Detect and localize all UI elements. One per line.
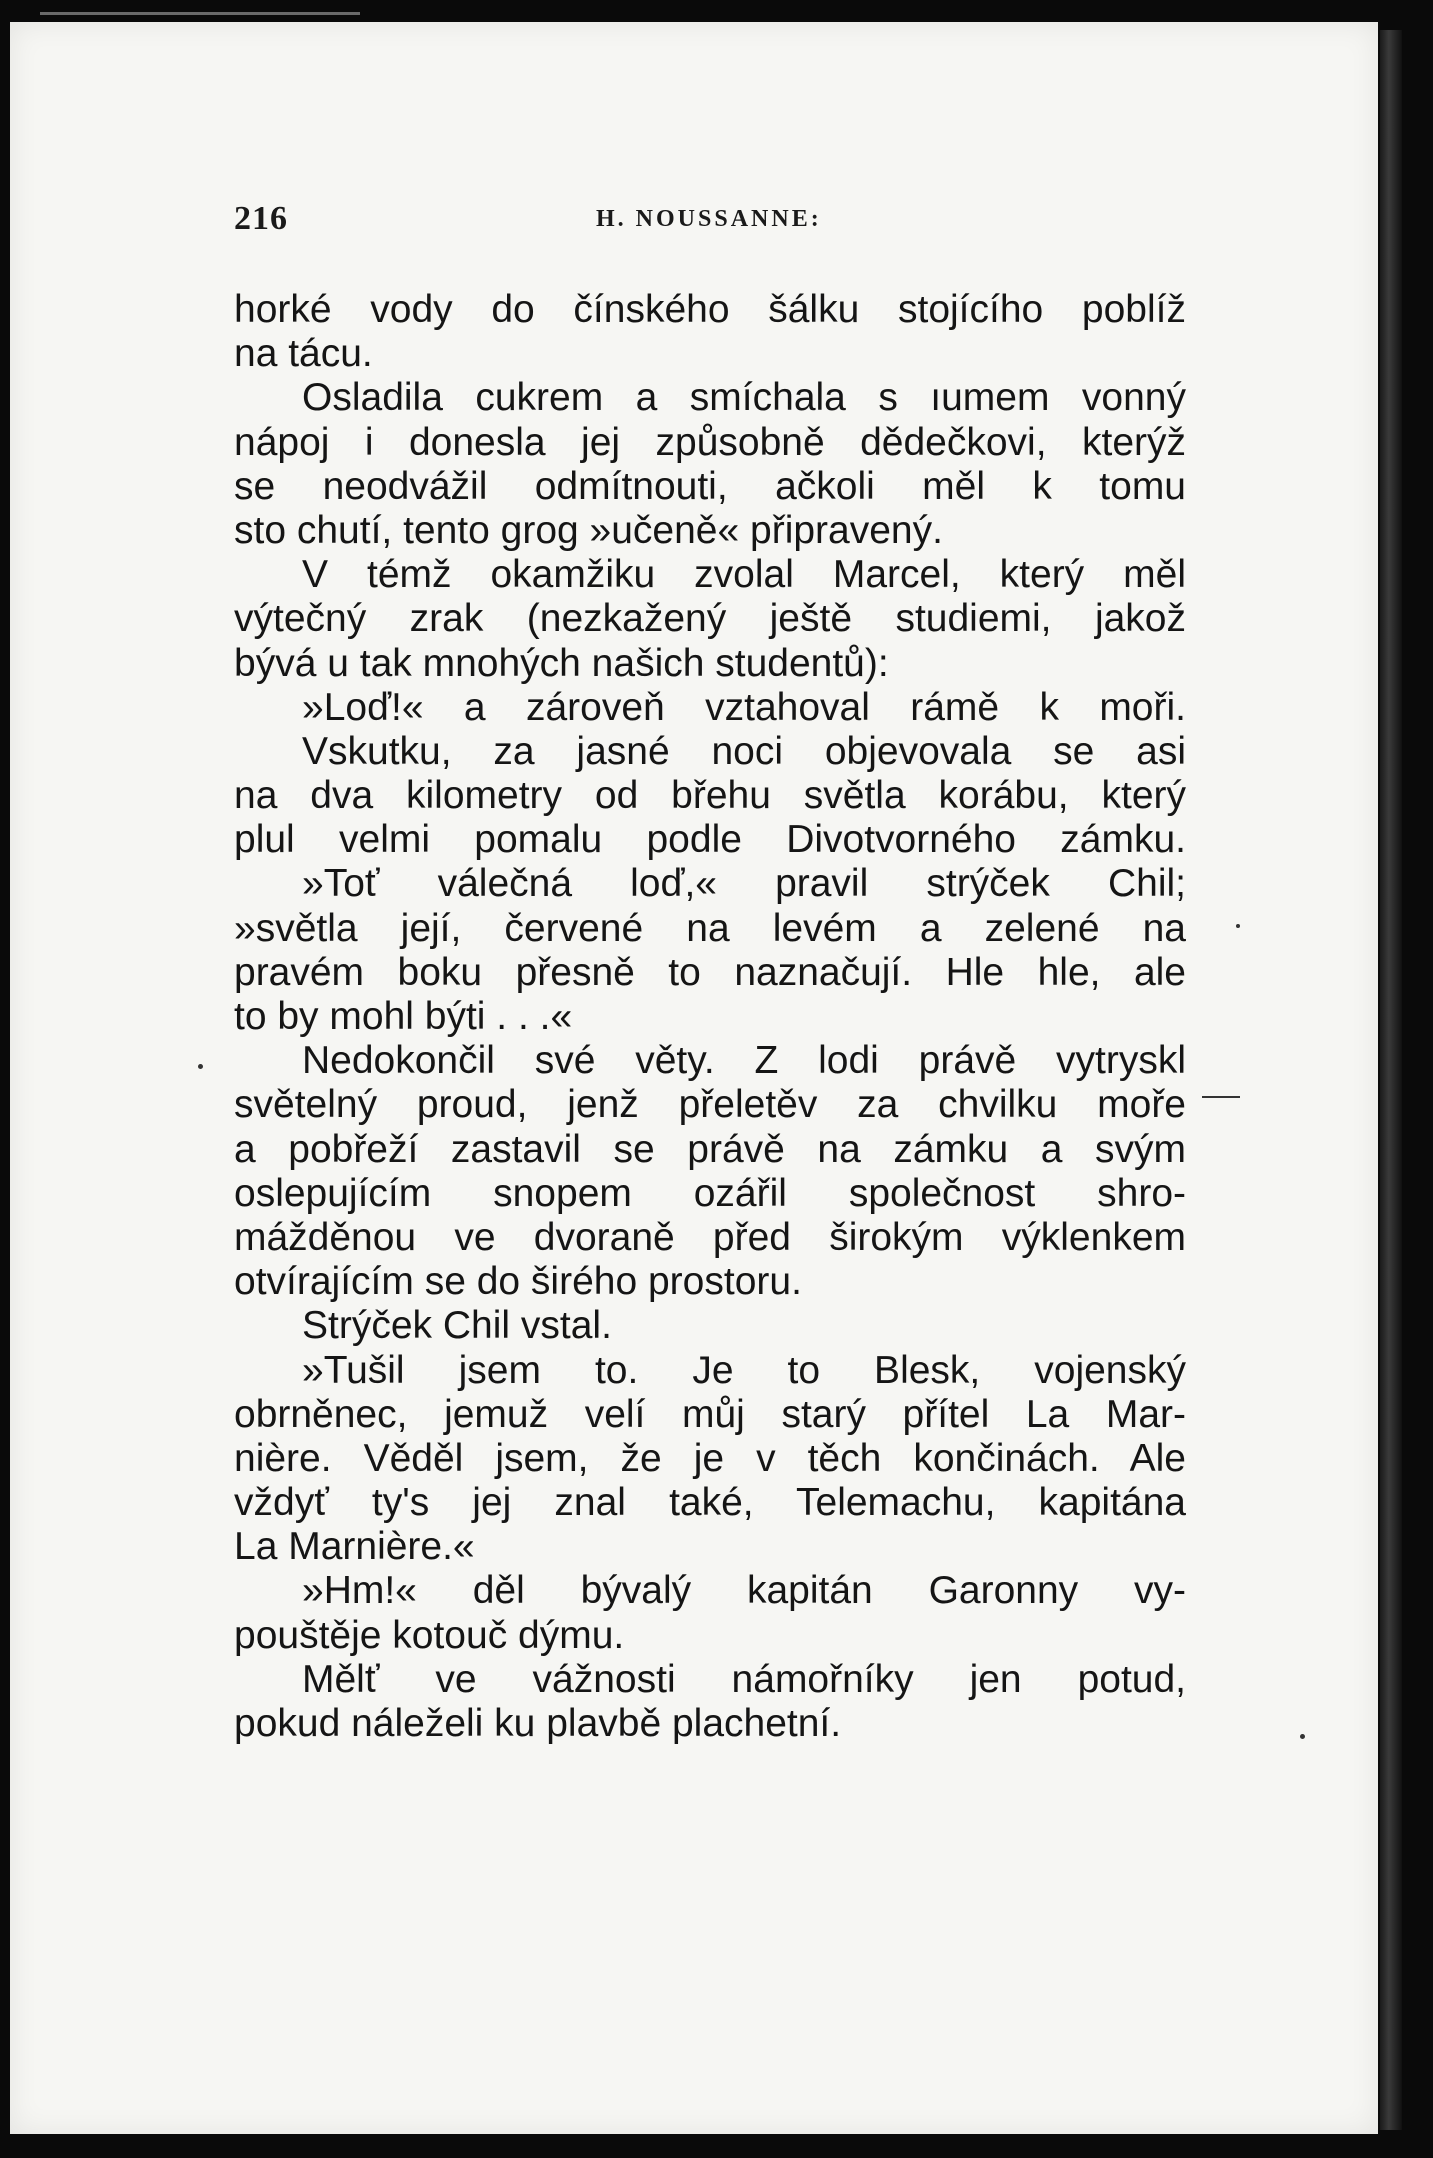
text-line: sto chutí, tento grog »učeně« připravený. [234,508,943,552]
header-author: H. NOUSSANNE: [596,206,822,232]
text-line: vždyť ty's jej znal také, Telemachu, kapitána [234,1481,1186,1525]
page-number: 216 [234,200,288,237]
text-line: nápoj i donesla jej způsobně dědečkovi, kterýž [234,420,1186,464]
text-line: »Tušil jsem to. Je to Blesk, vojenský [302,1348,1186,1392]
text-line: Nedokončil své věty. Z lodi právě vytryskl [302,1039,1186,1083]
text-line: mážděnou ve dvoraně před širokým výklenkem [234,1215,1186,1259]
text-line: a pobřeží zastavil se právě na zámku a svým [234,1127,1186,1171]
text-line: výtečný zrak (nezkažený ještě studiemi, jakož [234,597,1186,641]
text-line: pravém boku přesně to naznačují. Hle hle, ale [234,950,1186,994]
scan-speck [1300,1734,1305,1739]
scan-speck [1236,924,1240,928]
scan-speck [198,1064,203,1069]
text-line: na tácu. [234,332,373,376]
text-line: pouštěje kotouč dýmu. [234,1613,625,1657]
text-line: Osladila cukrem a smíchala s ıumem vonný [302,376,1186,420]
running-head [234,200,1194,250]
book-page-edge [1380,30,1402,2130]
text-line: to by mohl býti . . .« [234,995,573,1038]
text-line: »světla její, červené na levém a zelené na [234,906,1186,950]
text-line: »Toť válečná loď,« pravil strýček Chil; [302,862,1186,906]
text-line: nière. Věděl jsem, že je v těch končinách. Ale [234,1436,1186,1480]
text-line: se neodvážil odmítnouti, ačkoli měl k tomu [234,464,1186,508]
text-line: světelný proud, jenž přeletěv za chvilku moře [234,1083,1186,1127]
text-line: na dva kilometry od břehu světla korábu, který [234,774,1186,818]
text-line: V témž okamžiku zvolal Marcel, který měl [302,553,1186,597]
text-line: pokud náleželi ku plavbě plachetní. [234,1702,842,1745]
text-line: plul velmi pomalu podle Divotvorného zámku. [234,818,1186,862]
text-line: »Hm!« děl bývalý kapitán Garonny vy- [302,1569,1186,1613]
scan-top-rule [40,12,360,15]
body-text [234,288,1186,1746]
text-line: Vskutku, za jasné noci objevovala se asi [302,729,1186,773]
text-line: horké vody do čínského šálku stojícího poblíž [234,288,1186,331]
text-line: La Marnière.« [234,1525,475,1569]
text-line: otvírajícím se do širého prostoru. [234,1260,802,1304]
text-line: bývá u tak mnohých našich studentů): [234,641,889,685]
text-line: Mělť ve vážnosti námořníky jen potud, [302,1657,1186,1701]
text-line: oslepujícím snopem ozářil společnost shro- [234,1171,1186,1215]
scan-speck [1202,1096,1240,1098]
text-line: obrněnec, jemuž velí můj starý přítel La Mar- [234,1392,1186,1436]
text-line: Strýček Chil vstal. [302,1304,612,1348]
text-line: »Loď!« a zároveň vztahoval rámě k moři. [302,685,1186,729]
